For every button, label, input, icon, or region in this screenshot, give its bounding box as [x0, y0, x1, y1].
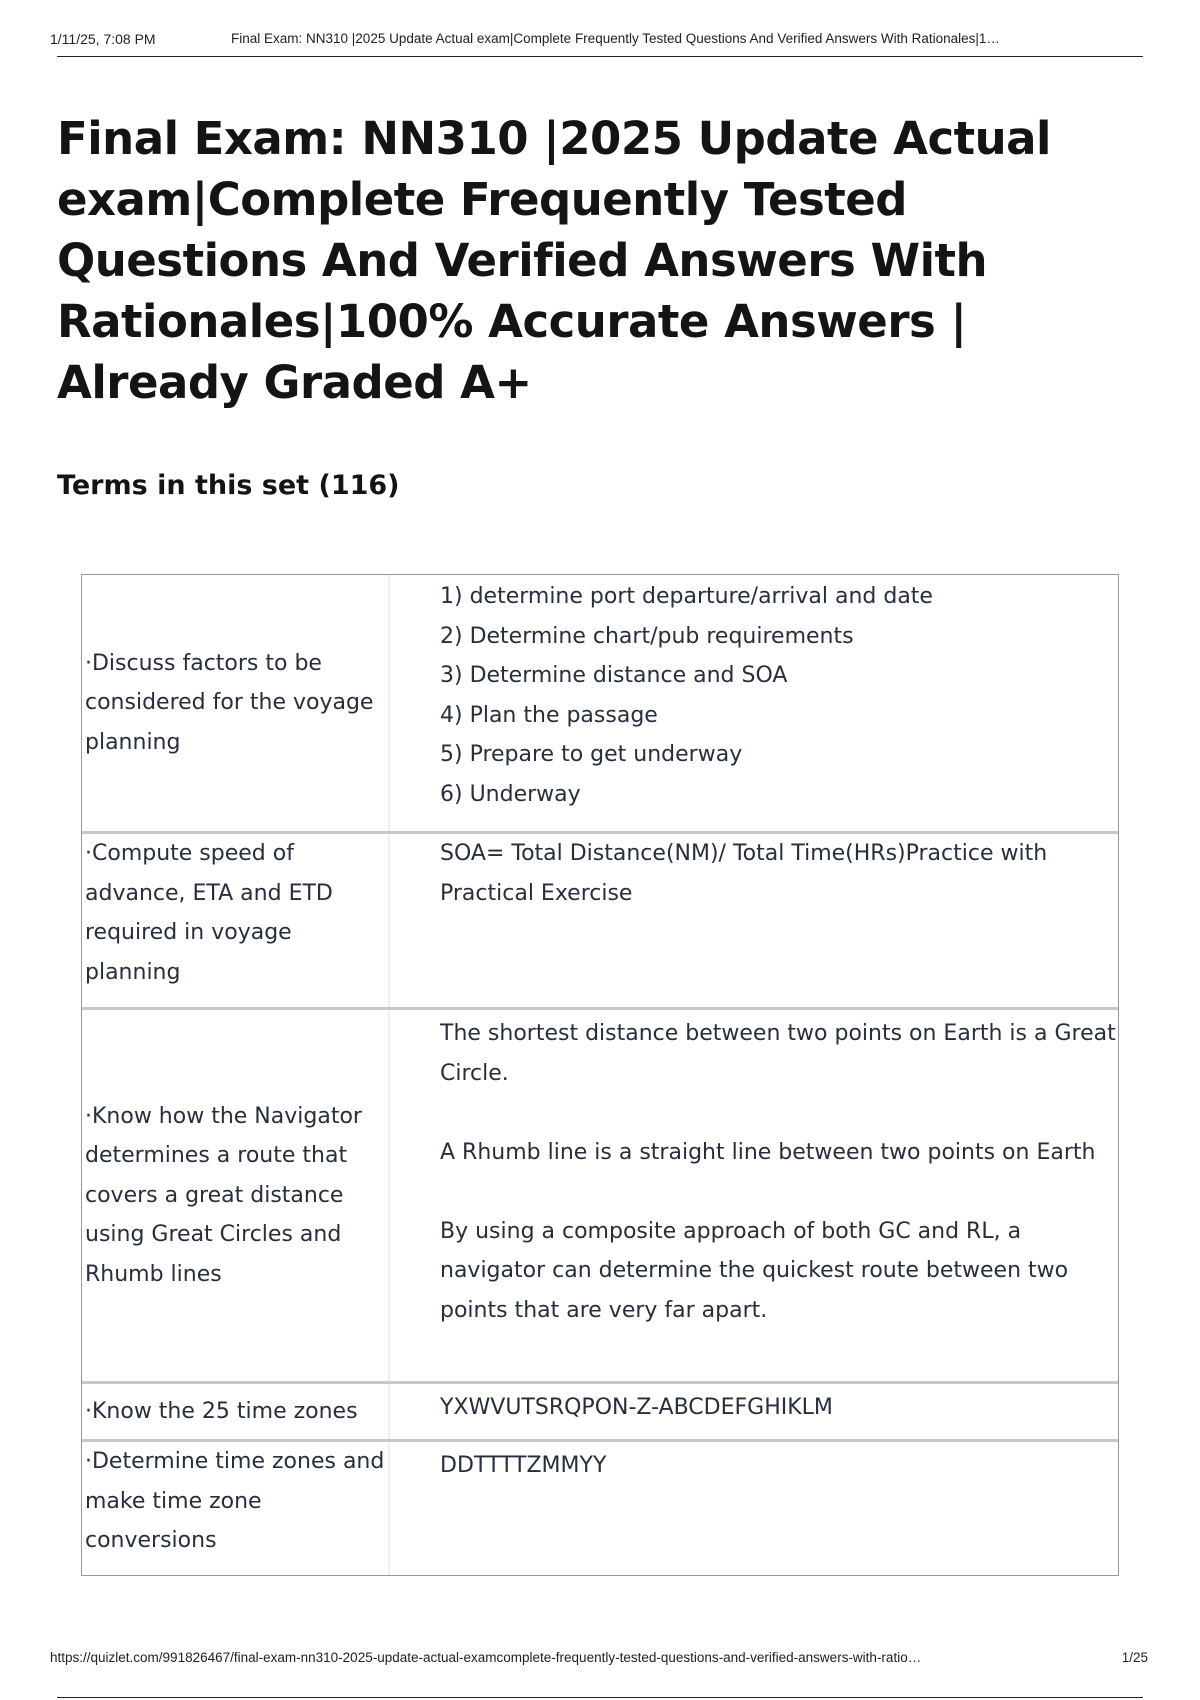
term-row — [82, 1381, 1118, 1439]
term-text: ·Compute speed of advance, ETA and ETD required in voyage planning — [85, 841, 333, 985]
definition-line: A Rhumb line is a straight line between two points on Earth — [440, 1139, 1096, 1165]
term-row — [82, 575, 1118, 831]
definition-cell — [390, 1442, 1118, 1575]
definition-line: SOA= Total Distance(NM)/ Total Time(HRs)Practice with Practical Exercise — [440, 841, 1048, 906]
definition-cell — [390, 834, 1118, 1007]
definition-cell — [390, 1010, 1118, 1381]
definition-line — [440, 1172, 1118, 1212]
term-cell — [82, 1442, 390, 1575]
terms-table — [81, 574, 1119, 1576]
term-cell — [82, 1010, 390, 1381]
definition-line — [440, 1093, 1118, 1133]
term-row — [82, 831, 1118, 1007]
term-row — [82, 1007, 1118, 1381]
definition-line: 5) Prepare to get underway — [440, 742, 743, 767]
definition-cell — [390, 1384, 1118, 1439]
term-row — [82, 1439, 1118, 1575]
print-doc-title: Final Exam: NN310 |2025 Update Actual exam|Complete Frequently Tested Questions And Verified Answers With Rationales|1… — [231, 31, 1000, 46]
terms-heading: Terms in this set (116) — [57, 470, 400, 501]
page-number: 1/25 — [1121, 1650, 1148, 1665]
term-cell — [82, 575, 390, 831]
definition-line: YXWVUTSRQPON-Z-ABCDEFGHIKLM — [440, 1395, 833, 1420]
definition-line: 1) determine port departure/arrival and date — [440, 584, 933, 609]
definition-line: 4) Plan the passage — [440, 702, 658, 728]
definition-line: The shortest distance between two points on Earth is a Great Circle. — [440, 1021, 1116, 1086]
page-title: Final Exam: NN310 |2025 Update Actual exam|Complete Frequently Tested Questions And Verified Answers With Rationales|100% Accurate Answers | Already Graded A+ — [57, 112, 1051, 409]
definition-line: DDTTTTZMMYY — [440, 1453, 607, 1478]
term-text: ·Know how the Navigator determines a route that covers a great distance using Great Circles and Rhumb lines — [85, 1103, 362, 1287]
definition-line: 6) Underway — [440, 781, 581, 807]
header-divider — [57, 56, 1143, 57]
print-url: https://quizlet.com/991826467/final-exam-nn310-2025-update-actual-examcomplete-frequently-tested-questions-and-verified-answers-with-ratio… — [50, 1650, 922, 1665]
term-text: ·Determine time zones and make time zone conversions — [85, 1449, 385, 1553]
definition-line: By using a composite approach of both GC and RL, a navigator can determine the quickest route between two points that are very far apart. — [440, 1218, 1069, 1323]
term-cell — [82, 834, 390, 1007]
print-date: 1/11/25, 7:08 PM — [50, 31, 156, 47]
definition-cell — [390, 575, 1118, 831]
term-cell — [82, 1384, 390, 1439]
footer-divider — [57, 1697, 1143, 1698]
definition-line: 3) Determine distance and SOA — [440, 663, 788, 688]
term-text: ·Discuss factors to be considered for the voyage planning — [85, 650, 374, 755]
definition-line: 2) Determine chart/pub requirements — [440, 623, 854, 649]
term-text: ·Know the 25 time zones — [85, 1398, 358, 1424]
